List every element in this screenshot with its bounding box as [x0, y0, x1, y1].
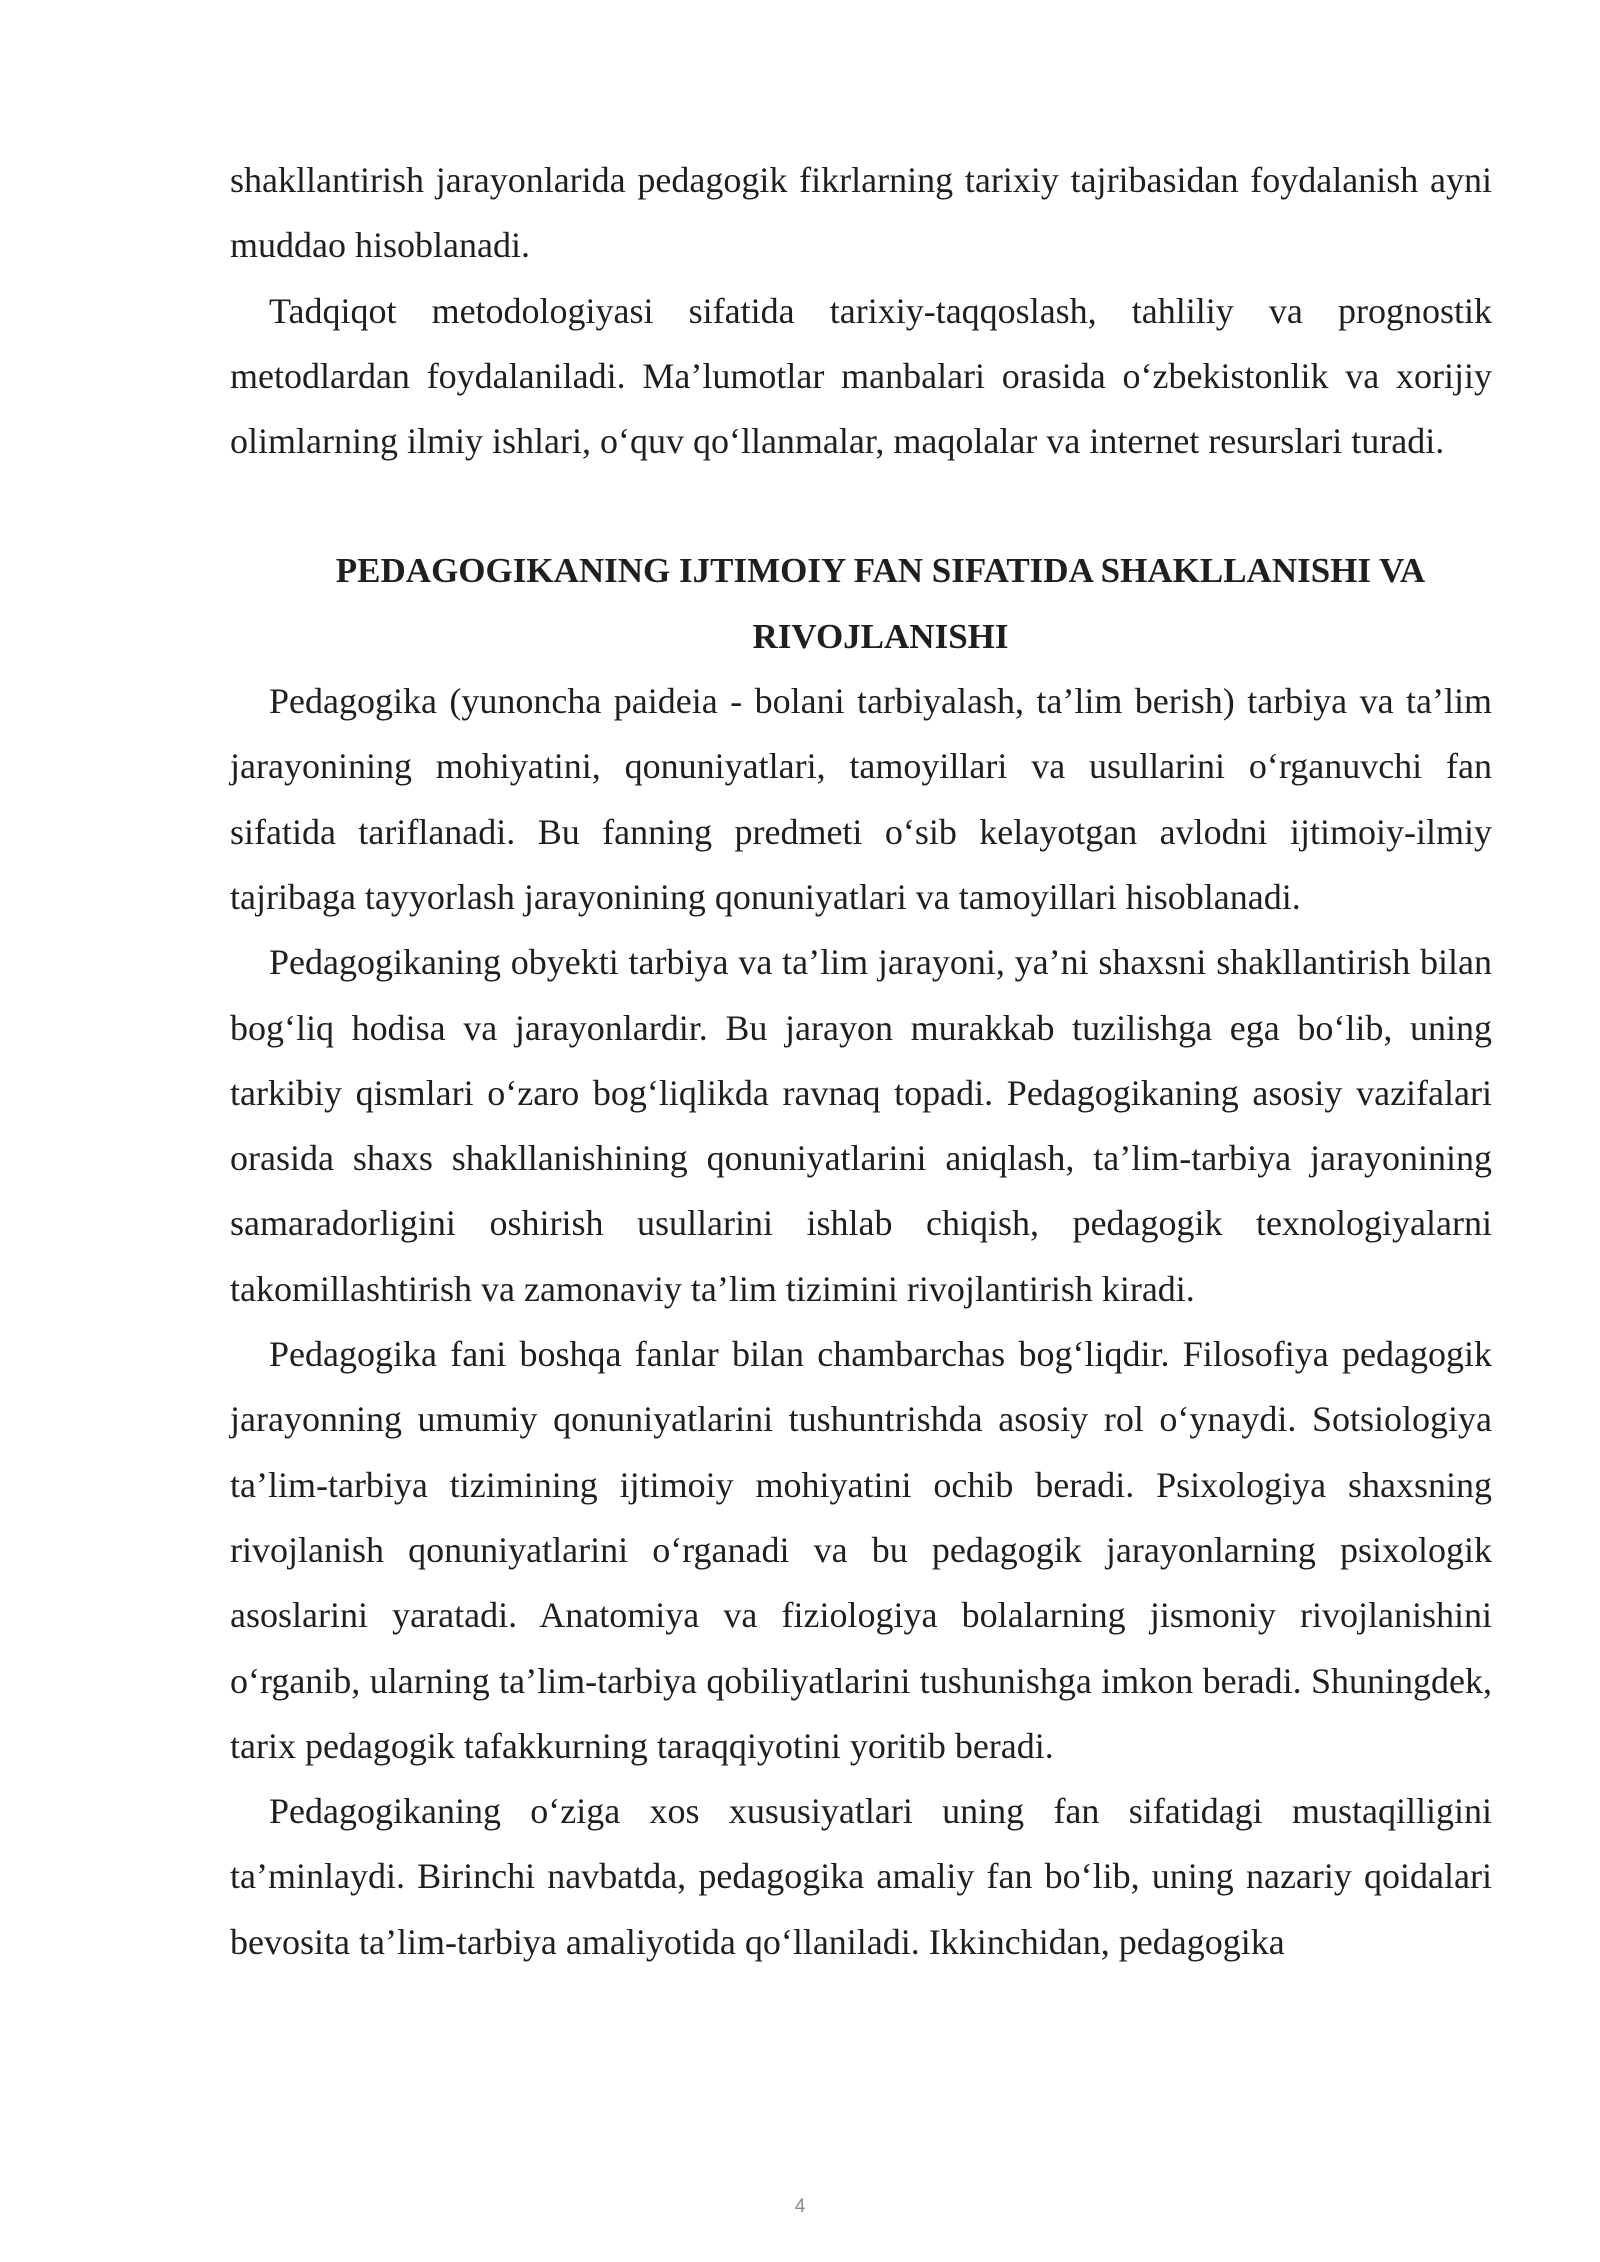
section-heading: PEDAGOGIKANING IJTIMOIY FAN SIFATIDA SHAKLLANISHI VA RIVOJLANISHI [335, 551, 1426, 656]
paragraph-continuation: shakllantirish jarayonlarida pedagogik fikrlarning tarixiy tajribasidan foydalanish ayni muddao hisoblanadi. [230, 160, 1492, 266]
paragraph-features: Pedagogikaning o‘ziga xos xususiyatlari uning fan sifatidagi mustaqilligini ta’minlaydi. Birinchi navbatda, pedagogika amaliy fan bo‘lib, uning nazariy qoidalari bevosita ta’lim-tarbiya amaliyotida qo‘llaniladi. Ikkinchidan, pedagogika [230, 1791, 1492, 1962]
paragraph-definition: Pedagogika (yunoncha paideia - bolani tarbiyalash, ta’lim berish) tarbiya va ta’lim jarayonining mohiyatini, qonuniyatlari, tamoyillari va usullarini o‘rganuvchi fan sifatida tariflanadi. Bu fanning predmeti o‘sib kelayotgan avlodni ijtimoiy-ilmiy tajribaga tayyorlash jarayonining qonuniyatlari va tamoyillari hisoblanadi. [230, 681, 1492, 917]
paragraph-methodology: Tadqiqot metodologiyasi sifatida tarixiy-taqqoslash, tahliliy va prognostik metodlardan foydalaniladi. Ma’lumotlar manbalari orasida o‘zbekistonlik va xorijiy olimlarning ilmiy ishlari, o‘quv qo‘llanmalar, maqolalar va internet resurslari turadi. [230, 290, 1492, 462]
section-spacer [230, 474, 1492, 538]
page-number: 4 [794, 2196, 806, 2217]
document-page [230, 148, 1492, 1975]
paragraph-related-sciences: Pedagogika fani boshqa fanlar bilan chambarchas bog‘liqdir. Filosofiya pedagogik jarayonning umumiy qonuniyatlarini tushuntrishda asosiy rol o‘ynaydi. Sotsiologiya ta’lim-tarbiya tizimining ijtimoiy mohiyatini ochib beradi. Psixologiya shaxsning rivojlanish qonuniyatlarini o‘rganadi va bu pedagogik jarayonlarning psixologik asoslarini yaratadi. Anatomiya va fiziologiya bolalarning jismoniy rivojlanishini o‘rganib, ularning ta’lim-tarbiya qobiliyatlarini tushunishga imkon beradi. Shuningdek, tarix pedagogik tafakkurning taraqqiyotini yoritib beradi. [230, 1334, 1492, 1766]
paragraph-object: Pedagogikaning obyekti tarbiya va ta’lim jarayoni, ya’ni shaxsni shakllantirish bilan bog‘liq hodisa va jarayonlardir. Bu jarayon murakkab tuzilishga ega bo‘lib, uning tarkibiy qismlari o‘zaro bog‘liqlikda ravnaq topadi. Pedagogikaning asosiy vazifalari orasida shaxs shakllanishining qonuniyatlarini aniqlash, ta’lim-tarbiya jarayonining samaradorligini oshirish usullarini ishlab chiqish, pedagogik texnologiyalarni takomillashtirish va zamonaviy ta’lim tizimini rivojlantirish kiradi. [230, 942, 1492, 1309]
